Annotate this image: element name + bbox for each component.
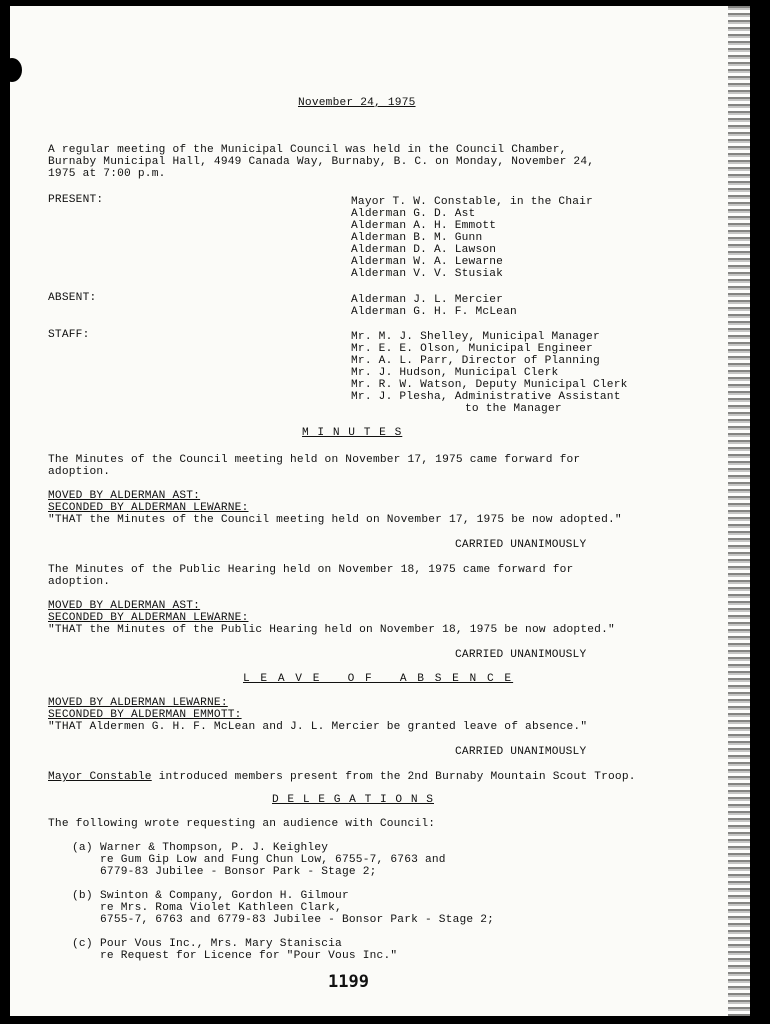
staff-label: STAFF:	[48, 329, 90, 341]
motion-text: "THAT the Minutes of the Council meeting held on November 17, 1975 be now adopted."	[48, 514, 622, 526]
staff-name: Mr. R. W. Watson, Deputy Municipal Clerk	[351, 379, 628, 391]
present-name: Alderman V. V. Stusiak	[351, 268, 504, 280]
meeting-date: November 24, 1975	[298, 97, 416, 109]
intro-line: A regular meeting of the Municipal Council was held in the Council Chamber,	[48, 144, 567, 156]
mayor-name: Mayor Constable	[48, 771, 152, 783]
intro-line: 1975 at 7:00 p.m.	[48, 168, 166, 180]
item-line: Warner & Thompson, P. J. Keighley	[100, 842, 329, 854]
item-line: 6755-7, 6763 and 6779-83 Jubilee - Bonsor Park - Stage 2;	[100, 914, 495, 926]
delegations-heading: D E L E G A T I O N S	[272, 794, 434, 806]
delegations-intro: The following wrote requesting an audience with Council:	[48, 818, 436, 830]
present-name: Alderman B. M. Gunn	[351, 232, 483, 244]
motion-result: CARRIED UNANIMOUSLY	[455, 746, 587, 758]
present-name: Alderman A. H. Emmott	[351, 220, 497, 232]
scouts-text: introduced members present from the 2nd Burnaby Mountain Scout Troop.	[151, 771, 636, 783]
absent-name: Alderman G. H. F. McLean	[351, 306, 517, 318]
minutes-text: The Minutes of the Council meeting held on November 17, 1975 came forward for	[48, 454, 581, 466]
present-name: Alderman W. A. Lewarne	[351, 256, 504, 268]
staff-name: Mr. J. Hudson, Municipal Clerk	[351, 367, 559, 379]
staff-name: Mr. J. Plesha, Administrative Assistant	[351, 391, 621, 403]
absent-name: Alderman J. L. Mercier	[351, 294, 504, 306]
minutes-heading: M I N U T E S	[302, 427, 403, 439]
minutes-text: adoption.	[48, 466, 111, 478]
absent-label: ABSENT:	[48, 292, 97, 304]
moved-by: MOVED BY ALDERMAN AST:	[48, 600, 201, 612]
staff-name: Mr. M. J. Shelley, Municipal Manager	[351, 331, 600, 343]
seconded-by: SECONDED BY ALDERMAN EMMOTT:	[48, 709, 242, 721]
motion-text: "THAT the Minutes of the Public Hearing held on November 18, 1975 be now adopted."	[48, 624, 615, 636]
intro-line: Burnaby Municipal Hall, 4949 Canada Way, Burnaby, B. C. on Monday, November 24,	[48, 156, 595, 168]
moved-by: MOVED BY ALDERMAN AST:	[48, 490, 201, 502]
item-line: re Request for Licence for "Pour Vous Inc."	[100, 950, 398, 962]
item-letter: (c)	[72, 938, 93, 950]
seconded-by: SECONDED BY ALDERMAN LEWARNE:	[48, 612, 249, 624]
item-line: 6779-83 Jubilee - Bonsor Park - Stage 2;	[100, 866, 377, 878]
present-label: PRESENT:	[48, 194, 104, 206]
present-name: Alderman D. A. Lawson	[351, 244, 497, 256]
moved-by: MOVED BY ALDERMAN LEWARNE:	[48, 697, 228, 709]
staff-name: to the Manager	[465, 403, 562, 415]
item-line: re Mrs. Roma Violet Kathleen Clark,	[100, 902, 342, 914]
item-line: Swinton & Company, Gordon H. Gilmour	[100, 890, 349, 902]
document-page	[10, 6, 750, 1016]
seconded-by: SECONDED BY ALDERMAN LEWARNE:	[48, 502, 249, 514]
leave-heading: L E A V E O F A B S E N C E	[243, 673, 514, 685]
scouts-paragraph	[48, 771, 636, 783]
staff-name: Mr. A. L. Parr, Director of Planning	[351, 355, 600, 367]
page-edge-shadow	[728, 6, 750, 1016]
motion-result: CARRIED UNANIMOUSLY	[455, 649, 587, 661]
item-line: Pour Vous Inc., Mrs. Mary Staniscia	[100, 938, 342, 950]
present-name: Alderman G. D. Ast	[351, 208, 476, 220]
item-letter: (b)	[72, 890, 93, 902]
minutes-text: The Minutes of the Public Hearing held on November 18, 1975 came forward for	[48, 564, 574, 576]
punch-hole	[10, 58, 22, 82]
staff-name: Mr. E. E. Olson, Municipal Engineer	[351, 343, 593, 355]
page-number: 1199	[328, 972, 369, 992]
motion-result: CARRIED UNANIMOUSLY	[455, 539, 587, 551]
item-line: re Gum Gip Low and Fung Chun Low, 6755-7, 6763 and	[100, 854, 446, 866]
present-name: Mayor T. W. Constable, in the Chair	[351, 196, 593, 208]
minutes-text: adoption.	[48, 576, 111, 588]
item-letter: (a)	[72, 842, 93, 854]
motion-text: "THAT Aldermen G. H. F. McLean and J. L. Mercier be granted leave of absence."	[48, 721, 588, 733]
